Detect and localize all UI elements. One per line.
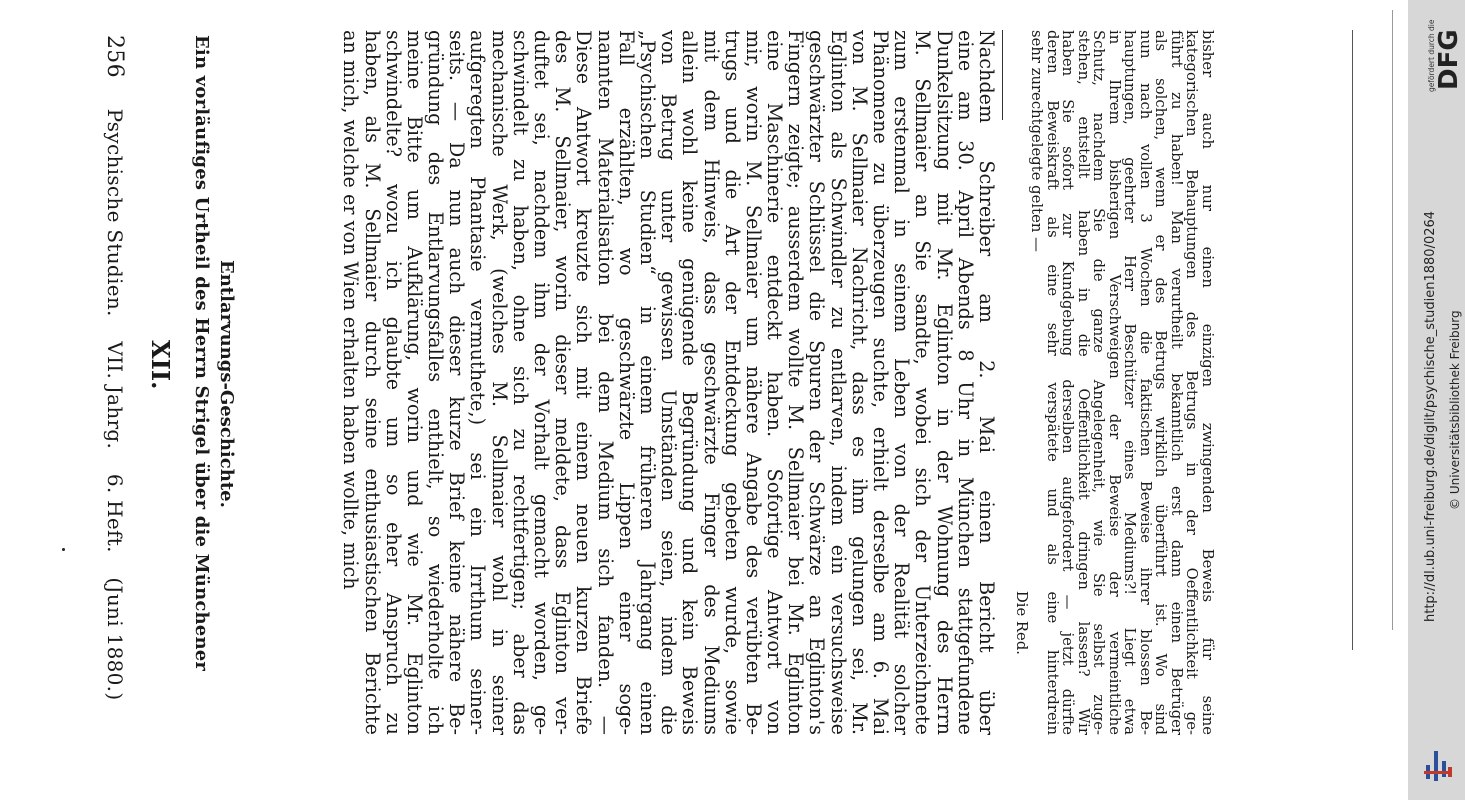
running-head-title: Psychische Studien.: [103, 108, 127, 317]
issue-label: 6. Heft.: [103, 473, 127, 553]
article-number: XII.: [146, 340, 175, 390]
editor-signature: Die Red.: [1013, 590, 1030, 655]
body-line: Eglinton als Schwindler zu entlarven, indem ein versuchsweise: [826, 30, 850, 735]
dfg-logo-text: DFG: [1434, 29, 1464, 90]
body-line: des M. Sellmaier, worin dieser meldete, dass Eglinton ver-: [551, 30, 575, 735]
editorial-footnote: [1014, 30, 1216, 735]
footnote-line: hauptungen, geehrter Herr Beschützer eines Mediums?! Liegt etwa: [1121, 30, 1139, 735]
body-line: seits. — Da nun auch dieser kurze Brief keine nähere Be-: [445, 30, 469, 735]
body-line: Dunkelsitzung mit Mr. Eglinton in der Wohnung des Herrn: [932, 30, 956, 735]
body-line: duftet sei, nachdem ihm der Vorhalt gemacht worden, ge-: [530, 30, 554, 735]
body-line: mir, worin M. Sellmaier um nähere Angabe des verübten Be-: [741, 30, 765, 735]
page-bottom-rule: [1352, 30, 1353, 650]
body-line: nannten Materialisation bei dem Medium sich fanden. —: [593, 30, 617, 735]
article-title-line-2: Entlarvungs-Geschichte.: [216, 260, 237, 508]
body-line: Phänomene zu überzeugen suchte, erhielt derselbe am 6. Mai: [869, 30, 893, 735]
article-title-line-1: Ein vorläufiges Urtheil des Herrn Strigel über die Münchener: [191, 35, 212, 672]
university-library-logo: [1418, 745, 1460, 787]
footnote-line: in Ihrem bisherigen Verschweigen der Beweise der vermeintliche: [1106, 30, 1123, 735]
body-line: von M. Sellmaier Nachricht, dass es ihm gelungen sei, Mr.: [847, 30, 871, 735]
funding-text: gefördert durch die: [1427, 19, 1436, 92]
body-line: „Psychischen Studien“ in einem früheren Jahrgang einen: [636, 30, 659, 735]
body-line: mit dem Hinweis, dass geschwärzte Finger des Mediums: [699, 30, 723, 735]
body-line: aufgeregten Phantasie vermuthete,) sei ein Irrthum seiner-: [466, 30, 490, 735]
footnote-line: kategorischen Behauptungen des Betrugs in der Oeffentlichkeit ge-: [1183, 30, 1201, 735]
article-body: [257, 30, 997, 735]
body-line: von Betrug unter gewissen Umständen seien, indem die: [657, 30, 681, 735]
body-line: eine Maschinerie entdeckt haben. Sofortige Antwort von: [763, 30, 787, 735]
footnote-line: deren Beweiskraft als eine sehr verspätete und als eine hinterdrein: [1044, 30, 1061, 735]
copyright-notice: © Universitätsbibliothek Freiburg: [1448, 310, 1462, 510]
body-line: Nachdem Schreiber am 2. Mai einen Bericht über: [975, 30, 998, 735]
body-line: schwindelte? wozu ich glaubte um so eher Anspruch zu: [381, 30, 405, 735]
body-line: meine Bitte um Aufklärung, worin und wie Mr. Eglinton: [402, 30, 426, 735]
dfg-logo: [1434, 8, 1464, 92]
footnote-line: als solchen, wenn er des Betrugs wirklich überführt ist. Wo sind: [1152, 30, 1170, 735]
body-line: allein wohl keine genügende Begründung und kein Beweis: [678, 30, 702, 735]
footnote-line: Schutz, nachdem Sie die ganze Angelegenheit, wie Sie selbst zuge-: [1090, 30, 1108, 735]
body-line: geschwärzter Schlüssel die Spuren der Schwärze an Eglinton's: [805, 30, 829, 735]
footnote-line: stehen, entstellt haben in die Oeffentlichkeit dringen lassen? Wir: [1075, 30, 1092, 735]
body-line: zum erstenmal in seinem Leben von der Realität solcher: [890, 30, 914, 735]
footnote-rule: [1002, 30, 1003, 120]
body-line: eine am 30. April Abends 8 Uhr in München stattgefundene: [953, 30, 977, 735]
body-line: haben, als M. Sellmaier durch seine enthusiastischen Berichte: [360, 30, 384, 735]
speck-mark: [62, 548, 65, 551]
body-line: mechanische Werk, (welches M. Sellmaier wohl in seiner: [487, 30, 511, 735]
footnote-line: sehr zurechtgelegte gelten —: [1028, 30, 1046, 252]
body-line: Fall erzählten, wo geschwärzte Lippen einer soge-: [614, 30, 638, 735]
volume-label: VII. Jahrg.: [103, 341, 127, 450]
body-line: Fingern zeigte; ausserdem wollte M. Sellmaier bei Mr. Eglinton: [784, 30, 808, 735]
running-header: [102, 35, 127, 718]
body-line: M. Sellmaier an Sie sandte, wobei sich der Unterzeichnete: [911, 30, 935, 735]
footnote-line: führt zu haben! Man verurtheilt bekanntlich erst dann einen Betrüger: [1168, 30, 1185, 735]
permalink-url[interactable]: http://dl.ub.uni-freiburg.de/diglit/psychische_studien1880/0264: [1423, 210, 1438, 622]
body-line: gründung des Entlarvungsfalles enthielt, so wiederholte ich: [424, 30, 448, 735]
footnote-line: nun nach vollen 3 Wochen die faktischen Beweise ihrer blossen Be-: [1137, 30, 1154, 735]
footnote-line: haben Sie sofort zur Kundgebung derselben aufgefordert — jetzt dürfte: [1059, 30, 1077, 735]
body-line: schwindelt zu haben, ohne sich zu rechtfertigen; aber das: [508, 30, 532, 735]
footnote-line: bisher auch nur einen einzigen zwingenden Beweis für seine: [1199, 30, 1216, 735]
body-line: Diese Antwort kreuzte sich mit einem neuen kurzen Briefe: [572, 30, 596, 735]
body-line: trugs und die Art der Entdeckung gebeten wurde, sowie: [720, 30, 744, 735]
margin-line: [1392, 10, 1393, 630]
page-number: 256: [102, 35, 127, 78]
date-label: (Juni 1880.): [103, 577, 127, 701]
body-line: an mich, welche er von Wien erhalten haben wollte, mich: [339, 30, 363, 590]
